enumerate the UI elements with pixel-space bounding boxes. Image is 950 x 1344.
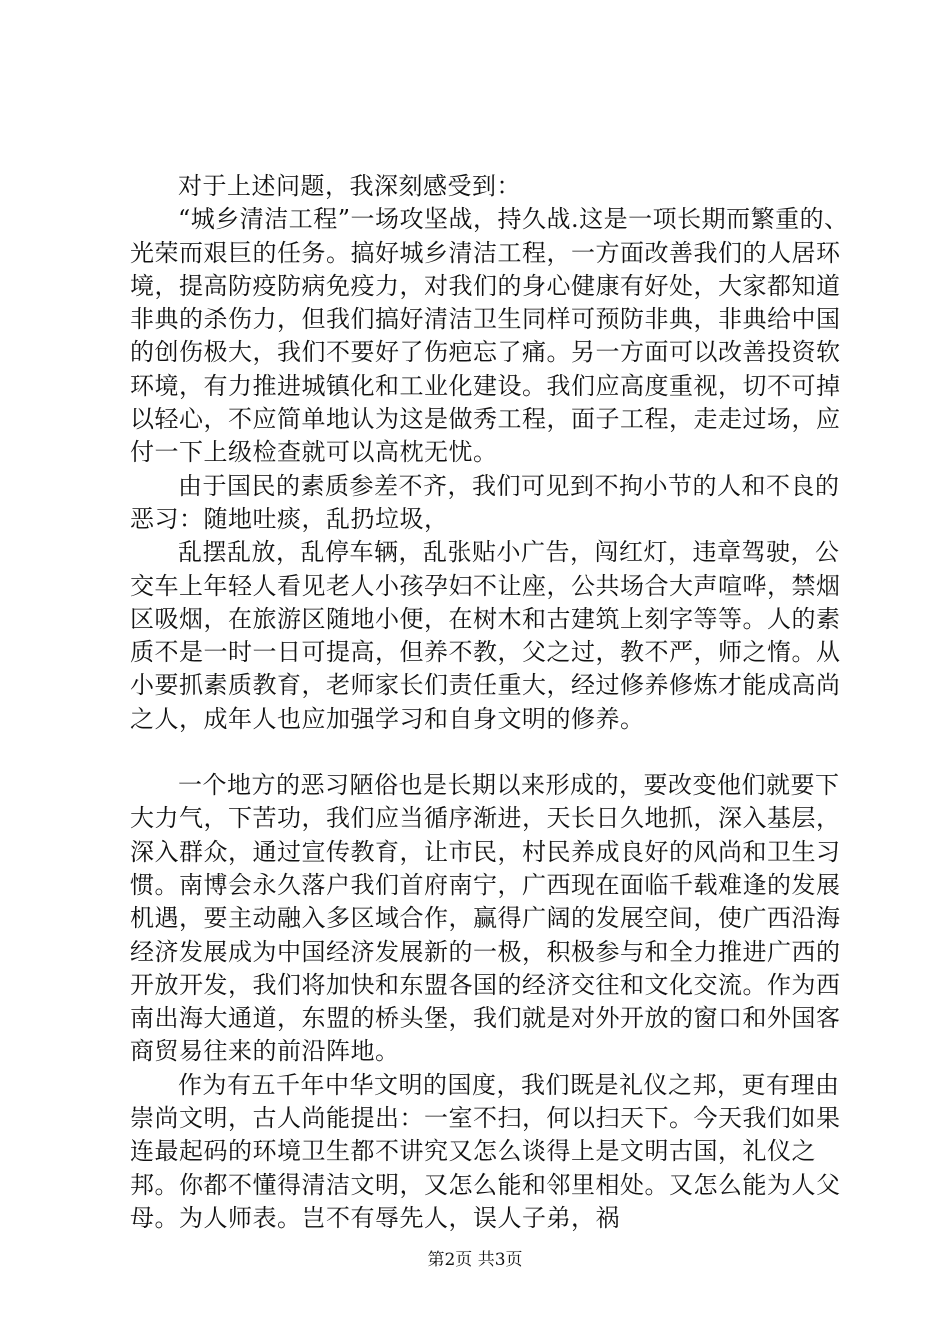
paragraph-civilization: 作为有五千年中华文明的国度，我们既是礼仪之邦，更有理由崇尚文明，古人尚能提出：一室不扫，何以扫天下。今天我们如果连最起码的环境卫生都不讲究又怎么谈得上是文明古国，礼仪之邦。你都不懂得清洁文明，又怎么能和邻里相处。又怎么能为人父母。为人师表。岂不有辱先人，误人子弟，祸: [130, 1070, 841, 1232]
paragraph-spacer: [130, 736, 855, 769]
paragraph-intro: 对于上述问题，我深刻感受到：: [178, 172, 521, 200]
paragraph-habits-list: 乱摆乱放，乱停车辆，乱张贴小广告，闯红灯，违章驾驶，公交车上年轻人看见老人小孩孕妇不让座，公共场合大声喧哗，禁烟区吸烟，在旅游区随地小便，在树木和古建筑上刻字等等。人的素质不是一时一日可提高，但养不教，父之过，教不严，师之惰。从小要抓素质教育，老师家长们责任重大，经过修养修炼才能成高尚之人，成年人也应加强学习和自身文明的修养。: [130, 538, 841, 733]
paragraph-local-customs: 一个地方的恶习陋俗也是长期以来形成的，要改变他们就要下大力气，下苦功，我们应当循序渐进，天长日久地抓，深入基层，深入群众，通过宣传教育，让市民，村民养成良好的风尚和卫生习惯。南博会永久落户我们首府南宁，广西现在面临千载难逢的发展机遇，要主动融入多区域合作，赢得广阔的发展空间，使广西沿海经济发展成为中国经济发展新的一极，积极参与和全力推进广西的开放开发，我们将加快和东盟各国的经济交往和文化交流。作为西南出海大通道，东盟的桥头堡，我们就是对外开放的窗口和外国客商贸易往来的前沿阵地。: [130, 771, 841, 1066]
page-number-footer: 第2页 共3页: [427, 1250, 523, 1270]
paragraph-bad-habits: 由于国民的素质参差不齐，我们可见到不拘小节的人和不良的恶习：随地吐痰，乱扔垃圾，: [130, 471, 840, 533]
document-body: [130, 170, 855, 1235]
paragraph-clean-project: “城乡清洁工程”一场攻坚战，持久战.这是一项长期而繁重的、光荣而艰巨的任务。搞好城乡清洁工程，一方面改善我们的人居环境，提高防疫防病免疫力，对我们的身心健康有好处，大家都知道非典的杀伤力，但我们搞好清洁卫生同样可预防非典，非典给中国的创伤极大，我们不要好了伤疤忘了痛。另一方面可以改善投资软环境，有力推进城镇化和工业化建设。我们应高度重视，切不可掉以轻心，不应简单地认为这是做秀工程，面子工程，走走过场，应付一下上级检查就可以高枕无忧。: [130, 205, 849, 467]
